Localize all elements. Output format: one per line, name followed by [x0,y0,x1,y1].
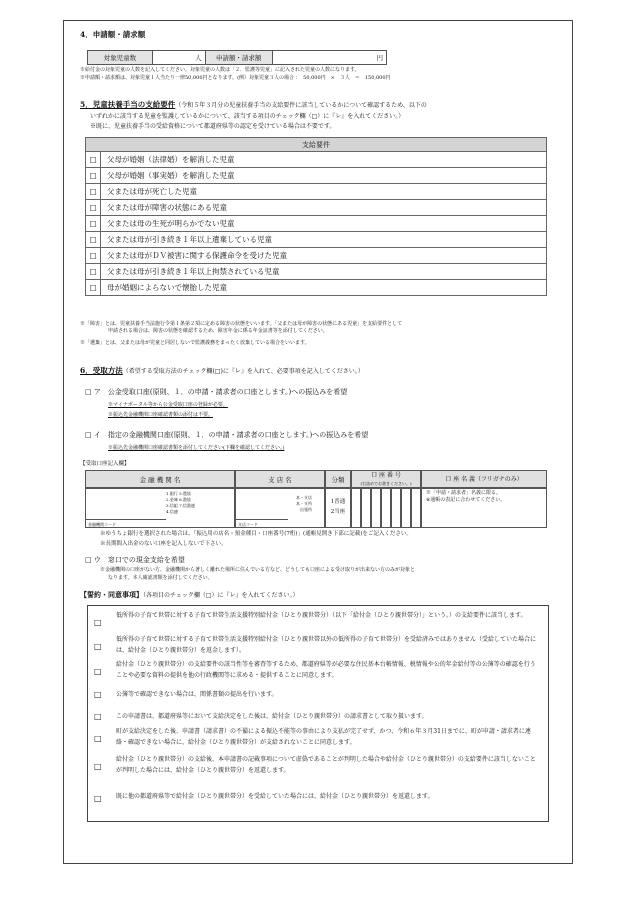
account-class-options[interactable]: 1普通 2当座 [325,488,351,528]
eligibility-table [85,137,547,296]
account-holder-note: ※「申請・請求者」名義に限る。 ※通帳の表記に合わせてください。 [426,490,506,503]
account-holder-field[interactable] [421,488,547,528]
consent-box [87,605,549,822]
branch-code-label: 支店コード [236,519,288,529]
eligibility-table-header: 支給要件 [86,138,547,152]
eligibility-item: 父または母が死亡した児童 [101,184,547,200]
branch-name-field[interactable] [235,488,325,528]
section5-note2: ※「遺棄」とは、父または母が児童と同居しないで監護義務をまったく放棄している場合をいいます。 [80,340,310,346]
account-digit-box[interactable] [391,488,401,528]
account-holder-header: 口 座 名 義（フリガナのみ） [421,470,547,488]
section6-heading-rest: （希望する受取方法のチェック欄(□)に『レ』を入れて、必要事項を記入してください。） [122,368,364,375]
consent-checkbox[interactable]: □ [94,618,102,627]
eligibility-row [86,200,547,216]
account-class-header: 分類 [325,470,351,488]
eligibility-checkbox[interactable]: □ [86,248,101,264]
amount-field[interactable] [272,51,386,65]
consent-item: 公簿等で確認できない場合は、関係書類の提出を行います。 [116,691,278,698]
eligibility-item: 父または母が障害の状態にある児童 [101,200,547,216]
eligibility-row [86,184,547,200]
eligibility-checkbox[interactable]: □ [86,216,101,232]
amount-table [87,50,387,65]
consent-checkbox[interactable]: □ [94,667,102,676]
consent-checkbox[interactable]: □ [94,794,102,803]
option-b-designated-account[interactable]: □ イ 指定の金融機関口座(原則、１．の申請・請求者の口座とします。)への振込みを希望 [85,431,369,439]
consent-checkbox[interactable]: □ [94,642,102,651]
bank-name-field[interactable] [85,488,235,528]
account-number-header [351,470,421,488]
dormant-account-note: ※長期間入出金のない口座を記入しないで下さい。 [100,541,227,547]
section5-intro1: （令和５年３月分の児童扶養手当の支給要件に該当しているかについて確認するため、以下の [175,102,427,109]
account-digit-box[interactable] [351,488,361,528]
post-bank-note: ※ゆうちょ銀行を選択された場合は、「振込用の店名・預金種目・口座番号(7桁)」(通帳見開き下部に記載)をご記入ください。 [100,531,412,537]
account-digit-box[interactable] [411,488,421,528]
section7-heading-rest: （各項目のチェック欄（□）に『レ』を入れてください。） [143,592,299,599]
eligibility-item: 父または母がＤＶ被害に関する保護命令を受けた児童 [101,248,547,264]
option-c-note1: ※金融機関の口座がない方、金融機関から著しく離れた場所に住んでいる方など、どうしても口座による受け取りが出来ない方のみが対象と [100,567,416,573]
eligibility-row [86,216,547,232]
consent-checkbox[interactable]: □ [94,762,102,771]
consent-item: 低所得の子育て世帯に対する子育て世帯生活支援特別給付金（ひとり親世帯分）（以下「給付金（ひとり親世帯分）」という。）の支給要件に該当します。 [116,612,527,619]
amount-unit: 円 [376,54,383,62]
eligibility-row [86,152,547,168]
eligibility-row [86,280,547,296]
option-a-public-account[interactable]: □ ア 公金受取口座(原則、１．の申請・請求者の口座とします。)への振込みを希望 [85,388,348,396]
child-count-label: 対象児童数 [88,51,153,65]
eligibility-item: 父または母が引き続き１年以上拘禁されている児童 [101,264,547,280]
consent-checkbox[interactable]: □ [94,734,102,743]
consent-item: 給付金（ひとり親世帯分）の支給後、本申請書の記載事項について虚偽であることが判明した場合や給付金（ひとり親世帯分）の支給要件に該当しないことが判明した場合には、給付金（ひとり親世帯分）を返還します。 [116,756,536,774]
account-entry-box [85,470,547,528]
section5-note1b: 申請される場合は、障害の状態を確認するため、障害年金に係る年金証書等を添付してください。 [108,328,328,334]
section5-intro2: いずれかに該当する児童を監護しているかについて、該当する項目のチェック欄（□）に『レ』を入れてください。） [90,113,405,120]
branch-name-header: 支 店 名 [235,470,325,488]
eligibility-checkbox[interactable]: □ [86,152,101,168]
section5-note1a: ※「障害」とは、児童扶養手当法施行令第１条第２項に定める障害の状態をいいます。「父または母が障害の状態にある児童」を支給要件として [80,321,403,327]
section4-note2: ※申請額・請求額は、対象児童１人当たり一律50,000円となります。(例）対象児童３人の場合 ： 50,000円 × ３人 ＝ 150,000円 [80,75,391,81]
child-count-field[interactable] [152,51,205,65]
option-c-note2: なります。本人確認書類を添付してください。 [108,575,213,581]
option-a-note2: ※振込先金融機関口座確認書類の添付は不要。 [108,412,214,418]
eligibility-checkbox[interactable]: □ [86,200,101,216]
consent-item: 町が支給決定をした後、申請書（請求書）の不備による振込不能等の事由により支払が完了せず、かつ、令和６年３月31日までに、町が申請・請求者に連絡・確認できない場合に、給付金（ひとり親世帯分）が支給されないことに同意します。 [116,728,531,746]
eligibility-row [86,168,547,184]
eligibility-checkbox[interactable]: □ [86,184,101,200]
consent-checkbox[interactable]: □ [94,690,102,699]
section4-note1: ※給付金の対象児童の人数を記入してください。対象児童の人数は「２．監護等児童」に記入された児童の人数になります。 [80,67,360,73]
eligibility-item: 父または母の生死が明らかでない児童 [101,216,547,232]
consent-item: 低所得の子育て世帯に対する子育て世帯生活支援特別給付金（ひとり親世帯以外の低所得の子育て世帯分）を受給済みではありません（受給していた場合には、給付金（ひとり親世帯分）を返金します）。 [116,636,537,654]
section6-heading: 6．受取方法 [80,366,123,375]
section7-heading: 【誓約・同意事項】 [80,590,143,599]
eligibility-checkbox[interactable]: □ [86,280,101,296]
child-count-unit: 人 [195,54,202,62]
account-digit-box[interactable] [381,488,391,528]
consent-item: 給付金（ひとり親世帯分）の支給要件の該当性等を審査等するため、都道府県等が必要な住民基本台帳情報、税情報や公的年金給付等の公簿等の確認を行うことや必要な資料の提供を他の行政機関等に求める・提供することに同意します。 [116,661,536,679]
account-digit-box[interactable] [361,488,371,528]
eligibility-checkbox[interactable]: □ [86,264,101,280]
consent-item: この申請書は、都道府県等において支給決定をした後は、給付金（ひとり親世帯分）の請求書として取り扱います。 [116,713,428,720]
eligibility-item: 父母が婚姻（法律婚）を解消した児童 [101,152,547,168]
eligibility-item: 父母が婚姻（事実婚）を解消した児童 [101,168,547,184]
eligibility-item: 母が婚姻によらないで懐胎した児童 [101,280,547,296]
bank-code-label: 金融機関コード [86,519,166,529]
consent-checkbox[interactable]: □ [94,712,102,721]
bank-name-header: 金 融 機 関 名 [85,470,235,488]
account-digit-box[interactable] [371,488,381,528]
account-section-title: 【受取口座記入欄】 [80,461,130,467]
account-number-hint: (右詰めでお書きください。) [360,481,412,486]
eligibility-row [86,248,547,264]
section5-heading: 5．児童扶養手当の支給要件 [80,100,176,109]
section4-heading: 4．申請額・請求額 [80,30,146,39]
amount-label: 申請額・請求額 [205,51,272,65]
account-number-label: 口 座 番 号 [371,472,401,479]
consent-item: 既に他の都道府県等で給付金（ひとり親世帯分）を受給していた場合には、給付金（ひとり親世帯分）を返還します。 [116,793,434,800]
section5-intro3: ※既に、児童扶養手当の受給資格について都道府県等の認定を受けている場合は不要です。 [90,123,336,130]
eligibility-checkbox[interactable]: □ [86,168,101,184]
option-a-note1: ※マイナポータル等から公金受取口座の登録が必要。 [108,402,228,408]
eligibility-row [86,264,547,280]
account-digit-box[interactable] [401,488,411,528]
bank-type-options: 1.銀行 5.農協 2.金庫 6.漁協 3.信組 7.信漁連 4.信連 [166,491,195,514]
eligibility-checkbox[interactable]: □ [86,232,101,248]
option-b-note: ※振込先金融機関口座確認書類を添付してください(下欄を確認してください。) [108,445,285,451]
eligibility-item: 父または母が引き続き１年以上遺棄している児童 [101,232,547,248]
branch-type-options: 本・支店 本・支所 出張所 [296,495,312,512]
eligibility-row [86,232,547,248]
option-c-cash-at-counter[interactable]: □ ウ 窓口での現金支給を希望 [85,556,185,564]
